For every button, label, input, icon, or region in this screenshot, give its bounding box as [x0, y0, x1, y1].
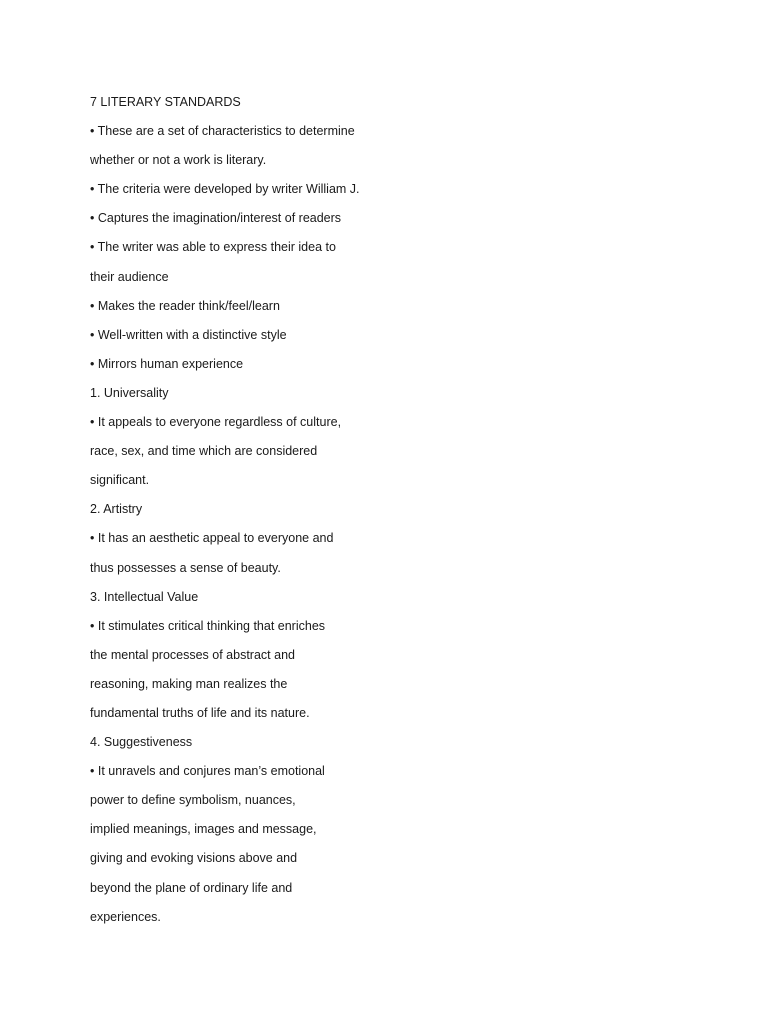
bullet-line: • The writer was able to express their idea to [90, 240, 336, 255]
text-line: experiences. [90, 909, 161, 924]
text-line: beyond the plane of ordinary life and [90, 880, 293, 895]
bullet-line: • Mirrors human experience [90, 356, 244, 371]
text-line: giving and evoking visions above and [90, 851, 298, 866]
text-line: the mental processes of abstract and [90, 647, 295, 662]
bullet-line: • The criteria were developed by writer William J. [90, 182, 360, 197]
text-line: their audience [90, 269, 169, 284]
bullet-line: • Well-written with a distinctive style [90, 327, 287, 342]
bullet-line: • It appeals to everyone regardless of culture, [90, 415, 342, 430]
bullet-line: • Makes the reader think/feel/learn [90, 298, 280, 313]
text-line: race, sex, and time which are considered [90, 444, 318, 459]
text-line: fundamental truths of life and its nature. [90, 705, 310, 720]
section-heading-intellectual-value: 3. Intellectual Value [90, 589, 199, 604]
bullet-line: • These are a set of characteristics to determine [90, 124, 355, 139]
section-heading-universality: 1. Universality [90, 385, 169, 400]
bullet-line: • Captures the imagination/interest of readers [90, 211, 342, 226]
bullet-line: • It stimulates critical thinking that enriches [90, 618, 326, 633]
text-line: implied meanings, images and message, [90, 822, 317, 837]
bullet-line: • It has an aesthetic appeal to everyone and [90, 531, 334, 546]
text-line: thus possesses a sense of beauty. [90, 560, 281, 575]
document-body [90, 88, 690, 932]
text-line: significant. [90, 473, 150, 488]
document-title: 7 LITERARY STANDARDS [90, 95, 241, 109]
text-line: power to define symbolism, nuances, [90, 793, 296, 808]
text-line: reasoning, making man realizes the [90, 676, 288, 691]
text-line: whether or not a work is literary. [90, 153, 267, 168]
section-heading-artistry: 2. Artistry [90, 502, 143, 517]
section-heading-suggestiveness: 4. Suggestiveness [90, 735, 193, 750]
bullet-line: • It unravels and conjures man’s emotional [90, 764, 325, 779]
